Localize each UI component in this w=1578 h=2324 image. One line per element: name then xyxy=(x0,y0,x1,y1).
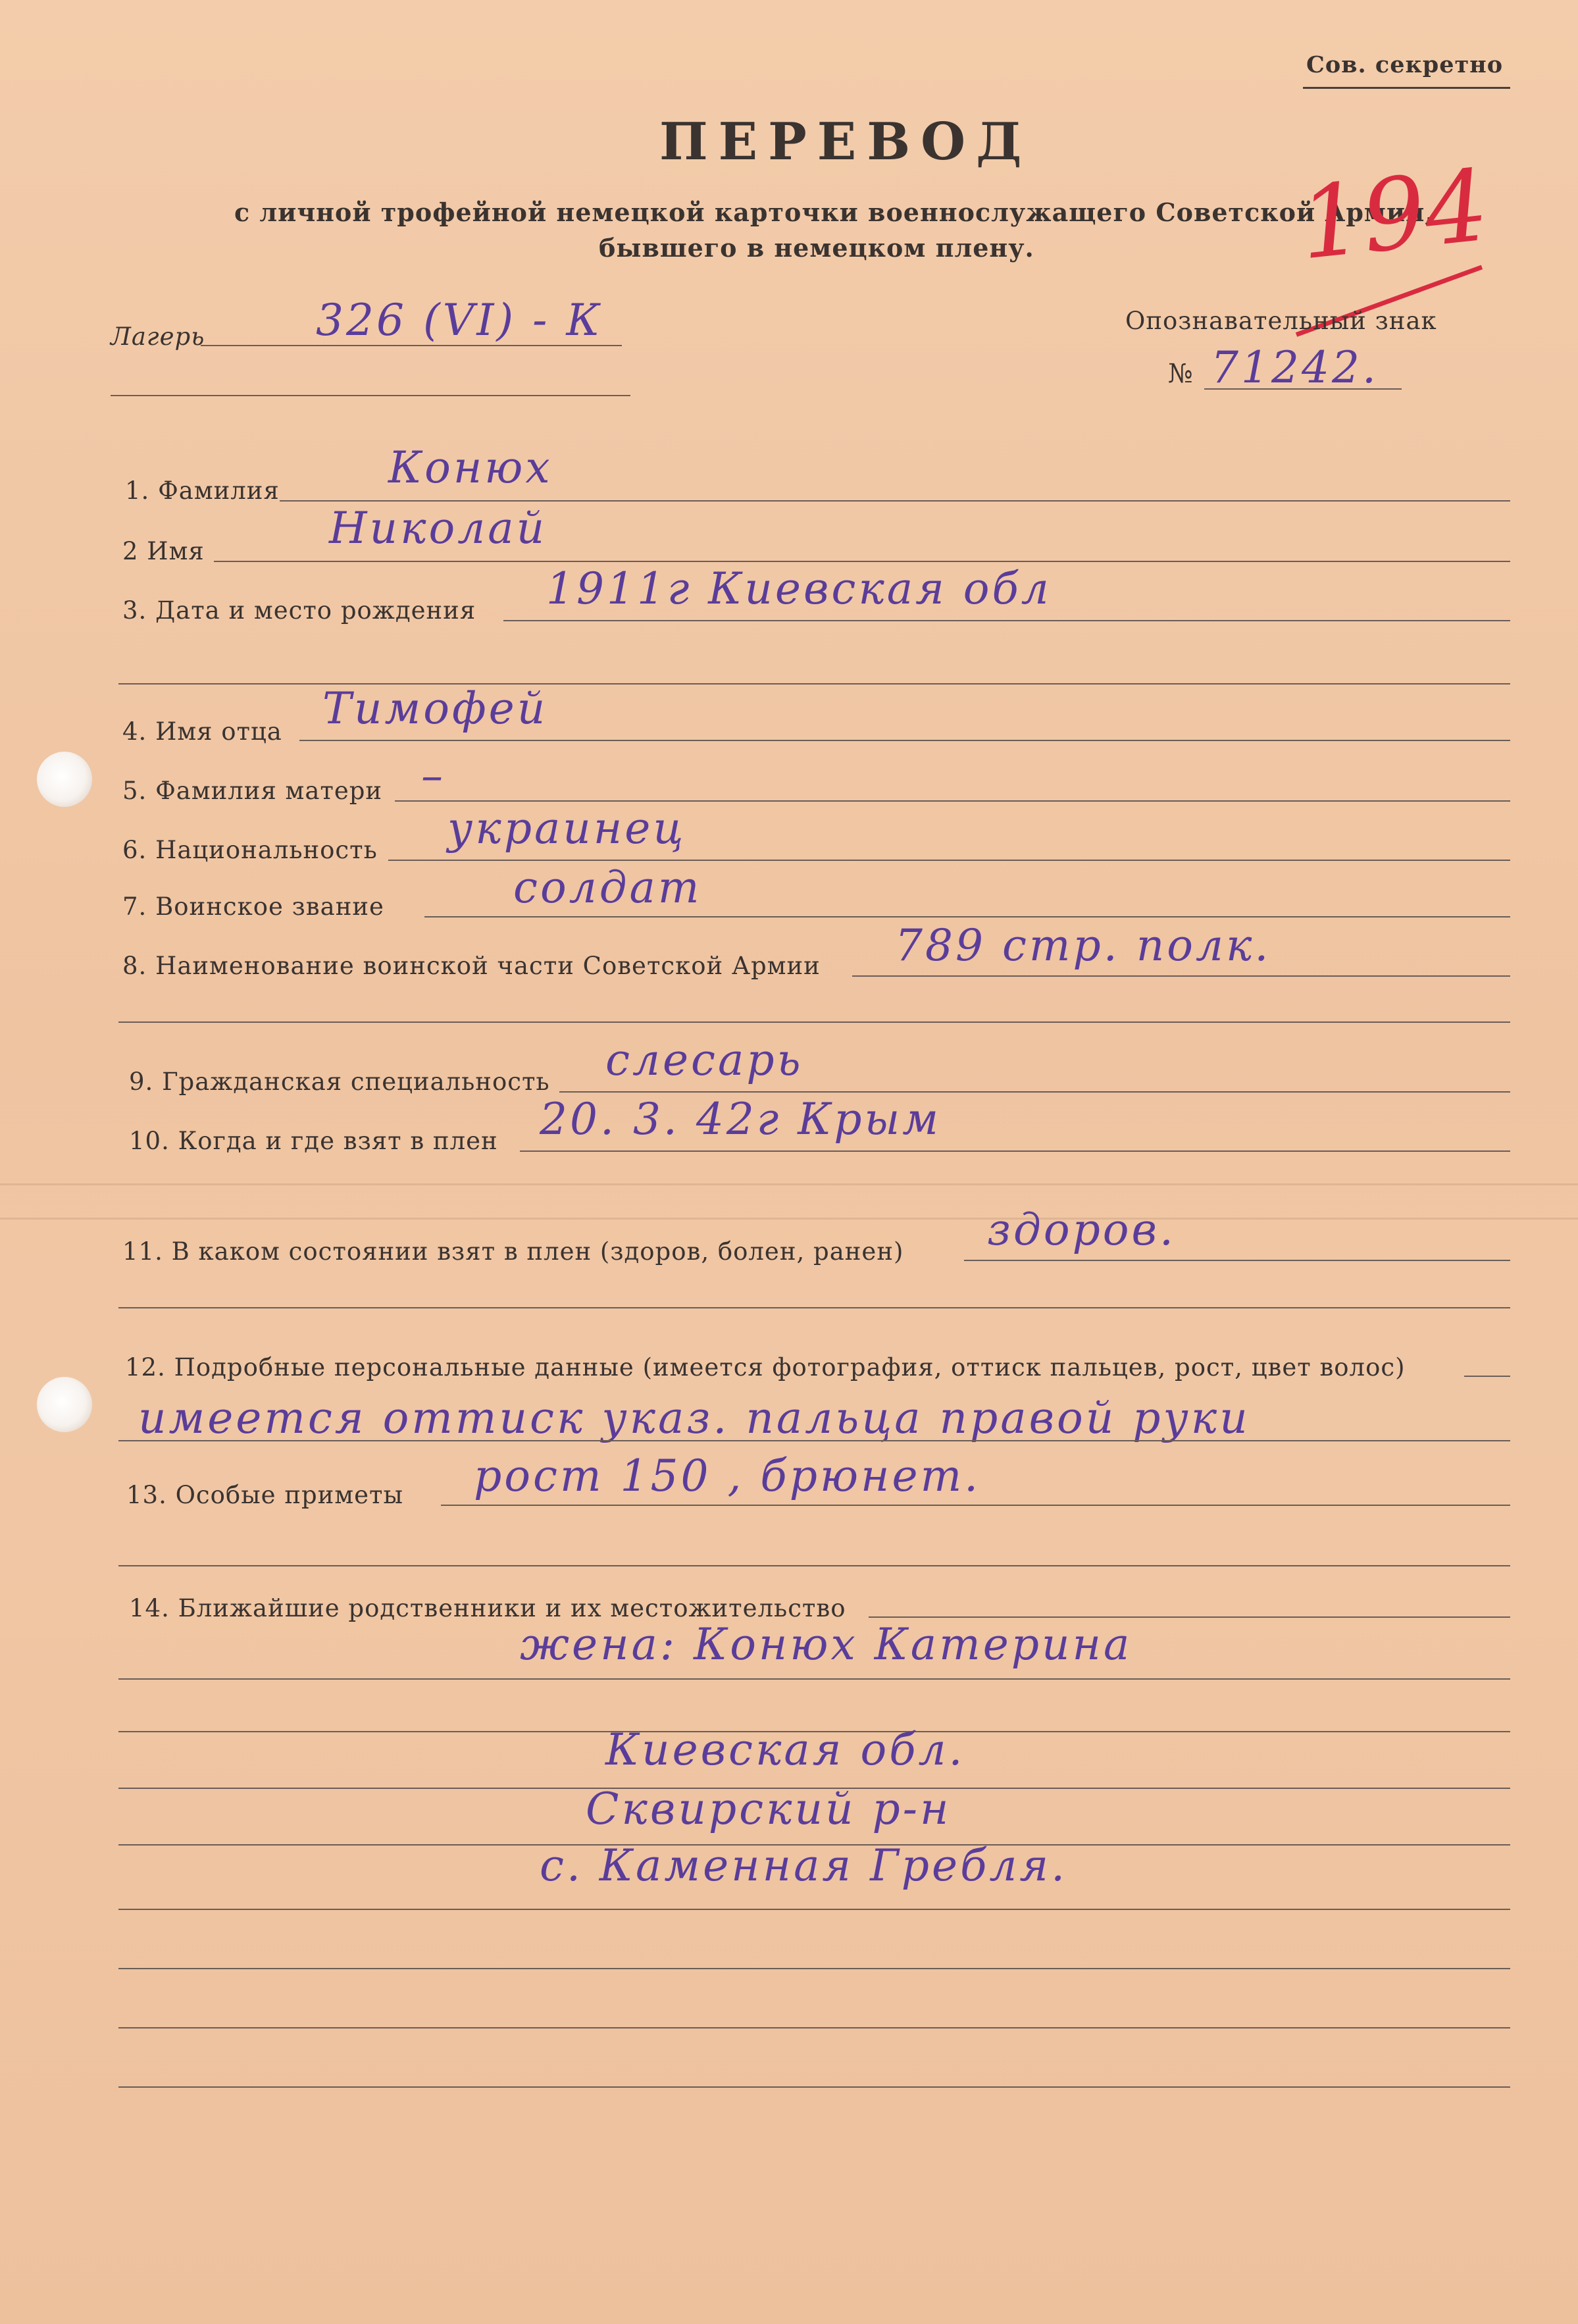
field-line xyxy=(395,800,1510,802)
relatives-line-3: Сквирский р-н xyxy=(586,1784,952,1834)
field-value-rank: солдат xyxy=(513,862,702,913)
field-line xyxy=(559,1091,1510,1093)
field-label-nationality: 6. Национальность xyxy=(122,836,378,864)
field-line xyxy=(424,916,1510,917)
field-line xyxy=(1464,1376,1510,1377)
field-line-extra xyxy=(118,2027,1510,2028)
field-line xyxy=(852,975,1510,977)
relatives-line-4: с. Каменная Гребля. xyxy=(540,1840,1068,1891)
field-label-unit: 8. Наименование воинской части Советской Армии xyxy=(122,952,821,980)
field-line xyxy=(520,1150,1510,1152)
field-value-captured: 20. 3. 42г Крым xyxy=(540,1094,942,1145)
field-value-personal-data: имеется оттиск указ. пальца правой руки xyxy=(138,1393,1250,1443)
field-label-rank: 7. Воинское звание xyxy=(122,892,384,921)
field-label-personal-data: 12. Подробные персональные данные (имеется фотография, оттиск пальцев, рост, цвет волос) xyxy=(125,1353,1406,1381)
field-label-surname: 1. Фамилия xyxy=(125,477,280,505)
classification-stamp: Сов. секретно xyxy=(1306,51,1504,78)
field-line xyxy=(503,620,1510,621)
red-handwritten-number: 194 xyxy=(1294,148,1494,282)
field-value-name: Николай xyxy=(329,503,547,554)
field-label-features: 13. Особые приметы xyxy=(126,1481,403,1509)
field-label-birth: 3. Дата и место рождения xyxy=(122,596,476,625)
paper-fold xyxy=(0,1183,1578,1185)
field-label-condition: 11. В каком состоянии взят в плен (здоров, болен, ранен) xyxy=(122,1237,904,1266)
field-line-extra xyxy=(118,1307,1510,1308)
field-value-father: Тимофей xyxy=(322,683,548,734)
field-value-condition: здоров. xyxy=(987,1204,1176,1255)
field-value-birth: 1911г Киевская обл xyxy=(546,563,1052,614)
field-line xyxy=(869,1616,1510,1618)
field-label-relatives: 14. Ближайшие родственники и их местожительство xyxy=(129,1594,846,1622)
field-label-mother: 5. Фамилия матери xyxy=(122,777,383,805)
punch-hole xyxy=(37,1377,92,1432)
field-line-extra xyxy=(118,1565,1510,1566)
camp-value: 326 (VI) - К xyxy=(316,295,603,346)
tag-number: 71242. xyxy=(1211,342,1379,393)
field-line-extra xyxy=(118,1909,1510,1910)
field-value-unit: 789 стр. полк. xyxy=(895,920,1271,971)
camp-label: Лагерь xyxy=(111,323,205,351)
field-label-father: 4. Имя отца xyxy=(122,717,282,746)
field-line-extra xyxy=(118,1968,1510,1969)
classification-underline xyxy=(1303,87,1510,89)
field-label-captured: 10. Когда и где взят в плен xyxy=(129,1127,498,1155)
field-line xyxy=(388,860,1510,861)
page-title: ПЕРЕВОД xyxy=(659,112,1032,172)
paper-fold xyxy=(0,1218,1578,1220)
tag-label: Опознавательный знак xyxy=(1125,307,1437,335)
field-value-features: рост 150 , брюнет. xyxy=(474,1451,981,1501)
subtitle-line-1: с личной трофейной немецкой карточки военнослужащего Советской Армии, xyxy=(234,197,1435,227)
field-line xyxy=(280,500,1510,502)
field-line-extra xyxy=(118,1678,1510,1680)
punch-hole xyxy=(37,752,92,807)
relatives-line-1: жена: Конюх Катерина xyxy=(520,1619,1133,1670)
field-value-surname: Конюх xyxy=(388,442,553,493)
relatives-line-2: Киевская обл. xyxy=(605,1724,965,1775)
field-line-extra xyxy=(118,1440,1510,1441)
field-line xyxy=(441,1505,1510,1506)
subtitle-line-2: бывшего в немецком плену. xyxy=(599,233,1034,263)
field-value-profession: слесарь xyxy=(605,1035,803,1085)
tag-number-prefix: № xyxy=(1168,359,1194,389)
field-line-extra xyxy=(118,1021,1510,1023)
field-line xyxy=(214,561,1510,562)
field-line xyxy=(299,740,1510,741)
field-line-extra xyxy=(118,2086,1510,2088)
camp-line-2 xyxy=(111,395,630,396)
field-label-name: 2 Имя xyxy=(122,537,205,565)
field-label-profession: 9. Гражданская специальность xyxy=(129,1068,550,1096)
field-value-nationality: украинец xyxy=(447,803,686,854)
field-value-mother: – xyxy=(421,750,445,801)
field-line xyxy=(964,1260,1510,1261)
